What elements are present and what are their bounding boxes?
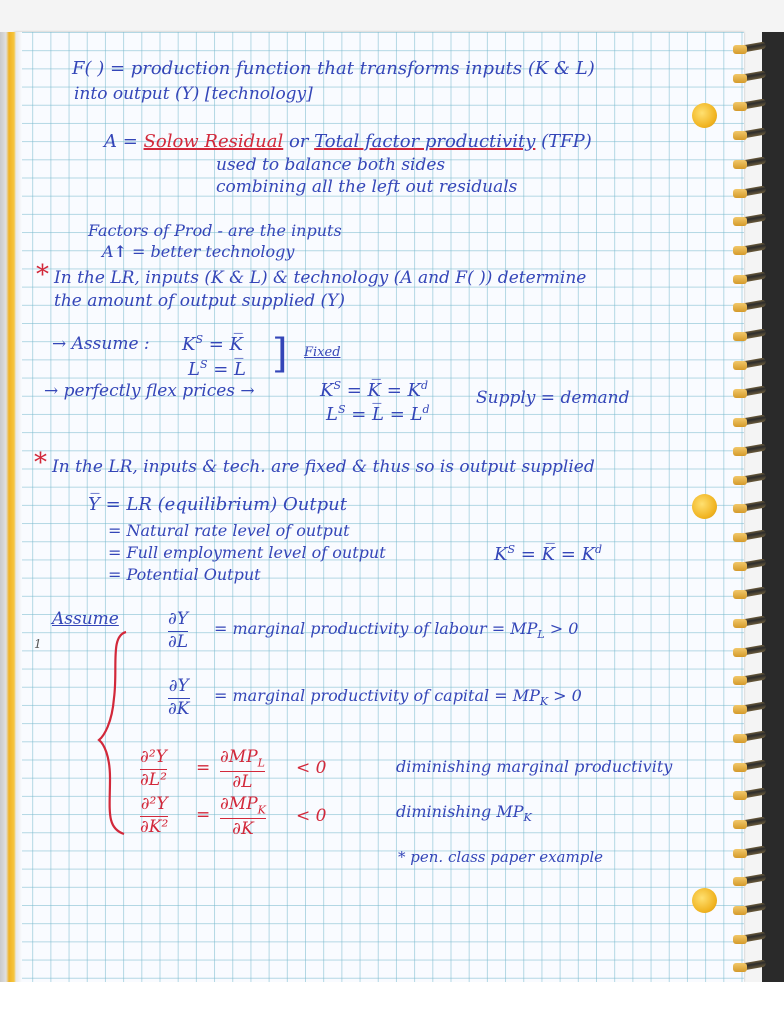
- spiral-ring-hole: [733, 877, 747, 886]
- bracket: ]: [272, 331, 288, 377]
- spiral-ring-hole: [733, 131, 747, 140]
- partial-y-partial-l: ∂Y ∂L: [168, 609, 189, 652]
- assume-heading: Assume: [52, 609, 119, 629]
- pen-class-paper-example: * pen. class paper example: [398, 848, 603, 866]
- spiral-ring-hole: [733, 648, 747, 657]
- note-line-natural-rate: = Natural rate level of output: [108, 521, 350, 540]
- note-line-production-function: F( ) = production function that transforms inputs (K & L): [72, 58, 595, 79]
- note-line-potential: = Potential Output: [108, 565, 261, 584]
- note-line-lr-inputs: In the LR, inputs (K & L) & technology (A and F( )) determine: [54, 268, 587, 288]
- fixed-label: Fixed: [304, 345, 341, 360]
- note-line-factors: Factors of Prod - are the inputs: [88, 221, 342, 240]
- diminishing-marginal-productivity: diminishing marginal productivity: [396, 757, 673, 776]
- supply-equals-demand: Supply = demand: [476, 388, 630, 408]
- eq-k-supply-fixed: $K^S$ = K̅: [182, 333, 243, 355]
- eq-y-bar: Y̅ = LR (equilibrium) Output: [88, 494, 347, 515]
- spiral-ring-hole: [733, 418, 747, 427]
- spiral-ring-hole: [733, 45, 747, 54]
- note-line-balance: used to balance both sides: [216, 155, 446, 175]
- note-line-full-employment: = Full employment level of output: [108, 543, 386, 562]
- spiral-ring-hole: [733, 619, 747, 628]
- mpl-definition: = marginal productivity of labour = $MP_L > 0$: [214, 619, 579, 642]
- curly-brace: [96, 628, 130, 838]
- eq-l-demand: $L^S$ = L̅ = $L^d$: [326, 403, 430, 425]
- note-line-assume: → Assume :: [52, 334, 150, 354]
- note-line-residuals: combining all the left out residuals: [216, 177, 518, 197]
- partial-y-partial-k: ∂Y ∂K: [168, 676, 190, 719]
- spiral-ring-hole: [733, 734, 747, 743]
- spiral-ring-hole: [733, 705, 747, 714]
- equals-sign: =: [196, 758, 211, 778]
- eq-k-full-employment: $K^S$ = K̅ = $K^d$: [494, 543, 602, 565]
- mpk-definition: = marginal productivity of capital = $MP_K > 0$: [214, 686, 582, 709]
- spiral-ring-hole: [733, 820, 747, 829]
- star-marker: *: [36, 260, 49, 290]
- spiral-ring-hole: [733, 275, 747, 284]
- note-line-flex-prices: → perfectly flex prices →: [44, 381, 255, 401]
- star-marker: *: [34, 448, 47, 478]
- punch-hole: [692, 494, 717, 519]
- note-line-output-supplied: the amount of output supplied (Y): [54, 291, 346, 311]
- note-line-lr-fixed: In the LR, inputs & tech. are fixed & thus so is output supplied: [52, 457, 595, 477]
- less-than-zero: < 0: [296, 806, 327, 826]
- scan-bottom-margin: [0, 982, 784, 1015]
- second-derivative-k: ∂²Y ∂K²: [140, 794, 169, 837]
- equals-sign: =: [196, 805, 211, 825]
- spiral-ring-hole: [733, 303, 747, 312]
- spiral-ring-hole: [733, 447, 747, 456]
- spiral-ring-hole: [733, 476, 747, 485]
- less-than-zero: < 0: [296, 758, 327, 778]
- punch-hole: [692, 103, 717, 128]
- diminishing-mpk: diminishing $MP_K$: [396, 802, 532, 825]
- note-line-solow-residual: A = Solow Residual or Total factor productivity (TFP): [104, 131, 592, 152]
- eq-k-demand: $K^S$ = K̅ = $K^d$: [320, 379, 428, 401]
- spiral-ring-hole: [733, 160, 747, 169]
- spiral-ring-hole: [733, 533, 747, 542]
- spiral-ring-hole: [733, 332, 747, 341]
- spiral-ring-hole: [733, 906, 747, 915]
- spiral-ring-hole: [733, 102, 747, 111]
- page-left-edge: [0, 32, 22, 982]
- spiral-ring-hole: [733, 763, 747, 772]
- note-line-better-tech: A↑ = better technology: [102, 242, 295, 261]
- spiral-ring-hole: [733, 246, 747, 255]
- spiral-ring-hole: [733, 849, 747, 858]
- spiral-ring-hole: [733, 504, 747, 513]
- spiral-ring-hole: [733, 935, 747, 944]
- spiral-ring-hole: [733, 389, 747, 398]
- punch-hole: [692, 888, 717, 913]
- spiral-ring-hole: [733, 217, 747, 226]
- partial-mpk-partial-k: $\partial MP_K$ ∂K: [220, 794, 266, 840]
- partial-mpl-partial-l: $\partial MP_L$ ∂L: [220, 747, 265, 793]
- spiral-ring-hole: [733, 791, 747, 800]
- spiral-ring-hole: [733, 676, 747, 685]
- spiral-ring-hole: [733, 189, 747, 198]
- eq-l-supply-fixed: $L^S$ = L̅: [188, 358, 246, 380]
- spiral-ring-hole: [733, 963, 747, 972]
- note-line-output-technology: into output (Y) [technology]: [74, 84, 313, 104]
- margin-number: 1: [34, 637, 42, 651]
- second-derivative-l: ∂²Y ∂L²: [140, 747, 167, 790]
- spiral-ring-hole: [733, 361, 747, 370]
- spiral-ring-hole: [733, 590, 747, 599]
- spiral-ring-hole: [733, 74, 747, 83]
- spiral-ring-hole: [733, 562, 747, 571]
